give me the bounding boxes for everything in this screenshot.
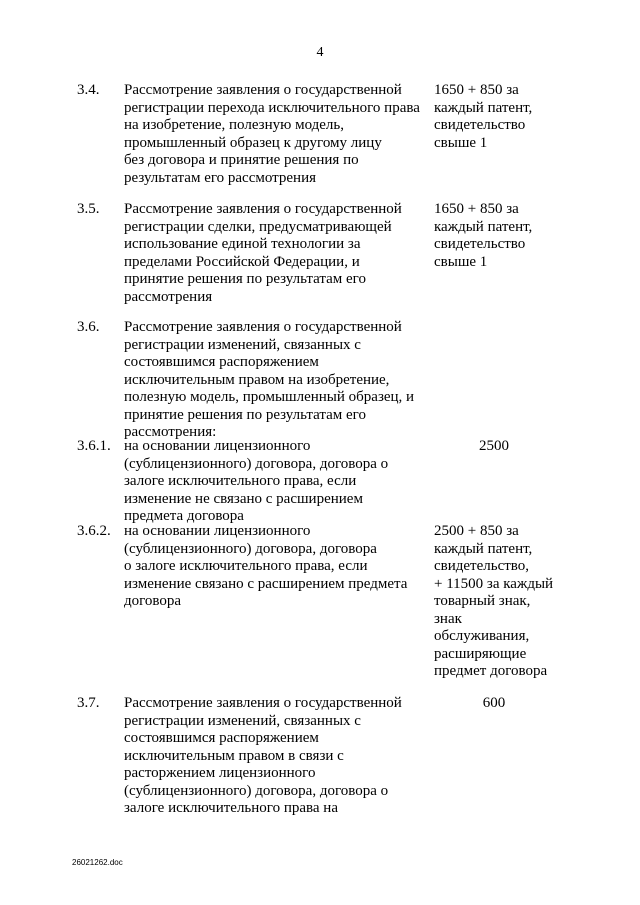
description-line: пределами Российской Федерации, и [124,253,360,270]
description-line: использование единой технологии за [124,236,361,252]
description-line: исключительным правом в связи с [124,747,344,764]
page-number: 4 [316,45,324,60]
description-line: полезную модель, промышленный образец, и [124,389,415,405]
fee-line: свидетельство, [434,558,530,574]
fee-line: 2500 + 850 за [434,523,519,539]
description-line: исключительным правом на изобретение, [124,371,390,388]
description-line: на основании лицензионного [124,523,311,539]
row-number: 3.5. [77,201,100,217]
row-description [124,201,429,306]
fee-line: каждый патент, [434,540,533,557]
description-line: залоге исключительного права, если [124,473,357,489]
row-fee [434,201,564,271]
fee-line: расширяющие [434,645,527,662]
description-line: Рассмотрение заявления о государственной [124,201,402,217]
description-line: регистрации изменений, связанных с [124,336,361,353]
description-line: предмета договора [124,508,244,524]
description-line: рассмотрения: [124,424,217,440]
fee-line: свыше 1 [434,253,488,270]
description-line: Рассмотрение заявления о государственной [124,319,402,335]
description-line: принятие решения по результатам его [124,406,366,423]
row-number: 3.7. [77,695,100,711]
row-description [124,82,429,187]
fee-line: предмет договора [434,663,548,679]
description-line: регистрации перехода исключительного права [124,99,420,116]
description-line: состоявшимся распоряжением [124,730,319,746]
description-line: рассмотрения [124,288,213,305]
description-line: (сублицензионного) договора, договора о [124,782,389,799]
row-fee [434,695,554,713]
fee-line: каждый патент, [434,99,533,116]
row-fee [434,523,564,681]
fee-line: + 11500 за каждый [434,575,554,592]
description-line: о залоге исключительного права, если [124,558,368,574]
description-line: состоявшимся распоряжением [124,354,319,370]
description-line: без договора и принятие решения по [124,152,359,168]
row-fee [434,82,564,152]
fee-line: свидетельство [434,117,526,133]
fee-line: свидетельство [434,236,526,252]
fee-line: 600 [482,695,506,711]
description-line: расторжением лицензионного [124,765,316,781]
fee-line: знак [434,610,462,627]
fee-line: 1650 + 850 за [434,82,519,98]
row-description [124,695,429,818]
row-number: 3.6.1. [77,438,111,454]
description-line: результатам его рассмотрения [124,169,316,186]
fee-line: товарный знак, [434,593,531,609]
description-line: (сублицензионного) договора, договора о [124,455,389,472]
fee-line: 1650 + 850 за [434,201,519,217]
description-line: залоге исключительного права на [124,800,338,816]
description-line: Рассмотрение заявления о государственной [124,695,402,711]
row-number: 3.4. [77,82,100,98]
description-line: регистрации изменений, связанных с [124,712,361,729]
description-line: принятие решения по результатам его [124,271,366,287]
row-description [124,523,429,611]
fee-line: 2500 [479,438,509,454]
description-line: изменение не связано с расширением [124,490,363,507]
row-fee [434,438,554,456]
description-line: на основании лицензионного [124,438,311,454]
description-line: изменение связано с расширением предмета [124,575,408,592]
description-line: промышленный образец к другому лицу [124,134,382,151]
fee-line: обслуживания, [434,628,530,644]
row-number: 3.6.2. [77,523,111,539]
document-filename: 26021262.doc [72,858,123,867]
row-description [124,438,429,526]
description-line: на изобретение, полезную модель, [124,117,345,133]
description-line: договора [124,593,182,609]
row-description [124,319,429,442]
fee-line: каждый патент, [434,218,533,235]
row-number: 3.6. [77,319,100,335]
description-line: регистрации сделки, предусматривающей [124,218,392,235]
fee-line: свыше 1 [434,134,488,151]
description-line: Рассмотрение заявления о государственной [124,82,402,98]
description-line: (сублицензионного) договора, договора [124,540,377,557]
